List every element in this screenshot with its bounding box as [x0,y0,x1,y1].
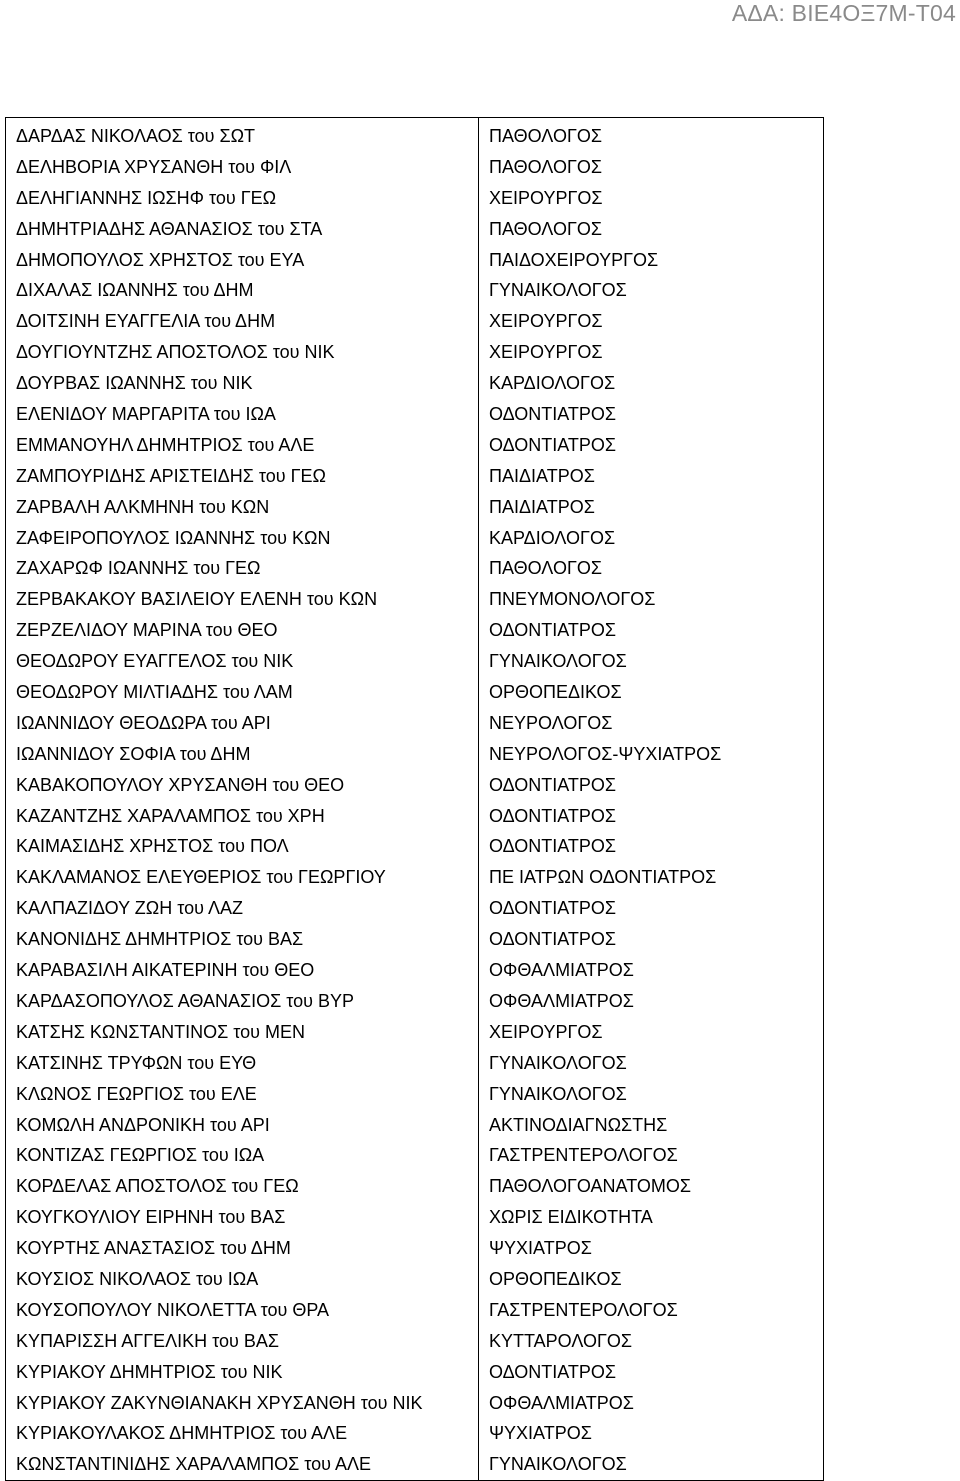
doctor-name: ΖΑΡΒΑΛΗ ΑΛΚΜΗΝΗ του ΚΩΝ [16,496,270,517]
doctor-specialty: ΓΥΝΑΙΚΟΛΟΓΟΣ [489,1083,627,1104]
doctor-name: ΚΥΡΙΑΚΟΥΛΑΚΟΣ ΔΗΜΗΤΡΙΟΣ του ΑΛΕ [16,1423,348,1444]
doctor-name: ΖΑΦΕΙΡΟΠΟΥΛΟΣ ΙΩΑΝΝΗΣ του ΚΩΝ [16,527,331,548]
doctor-name: ΘΕΟΔΩΡΟΥ ΜΙΛΤΙΑΔΗΣ του ΛΑΜ [16,682,293,703]
doctor-name: ΔΗΜΟΠΟΥΛΟΣ ΧΡΗΣΤΟΣ του ΕΥΑ [16,249,305,270]
doctor-name: ΚΑΝΟΝΙΔΗΣ ΔΗΜΗΤΡΙΟΣ του ΒΑΣ [16,929,304,950]
doctor-specialty: ΓΥΝΑΙΚΟΛΟΓΟΣ [489,280,627,301]
specialties-cell [479,118,824,1481]
doctor-specialty: ΠΑΙΔΙΑΤΡΟΣ [489,465,595,486]
doctor-specialty: ΓΑΣΤΡΕΝΤΕΡΟΛΟΓΟΣ [489,1299,678,1320]
doctor-name: ΔΙΧΑΛΑΣ ΙΩΑΝΝΗΣ του ΔΗΜ [16,280,254,301]
doctor-specialty: ΠΑΙΔΙΑΤΡΟΣ [489,496,595,517]
doctor-name: ΚΑΙΜΑΣΙΔΗΣ ΧΡΗΣΤΟΣ του ΠΟΛ [16,836,289,857]
doctor-specialty: ΚΥΤΤΑΡΟΛΟΓΟΣ [489,1330,633,1351]
doctor-specialty: ΓΥΝΑΙΚΟΛΟΓΟΣ [489,1454,627,1475]
doctor-name: ΚΥΡΙΑΚΟΥ ΔΗΜΗΤΡΙΟΣ του ΝΙΚ [16,1361,283,1382]
doctor-specialty: ΟΔΟΝΤΙΑΤΡΟΣ [489,898,617,919]
document-code: ΑΔΑ: ΒΙΕ4ΟΞ7Μ-Τ04 [731,0,956,26]
doctor-name: ΔΟΙΤΣΙΝΗ ΕΥΑΓΓΕΛΙΑ του ΔΗΜ [16,311,276,332]
doctor-specialty: ΚΑΡΔΙΟΛΟΓΟΣ [489,527,616,548]
doctor-name: ΖΑΜΠΟΥΡΙΔΗΣ ΑΡΙΣΤΕΙΔΗΣ του ΓΕΩ [16,465,326,486]
doctor-name: ΚΑΡΔΑΣΟΠΟΥΛΟΣ ΑΘΑΝΑΣΙΟΣ του ΒΥΡ [16,990,355,1011]
doctor-name: ΚΑΡΑΒΑΣΙΛΗ ΑΙΚΑΤΕΡΙΝΗ του ΘΕΟ [16,960,315,981]
doctor-name: ΔΕΛΗΓΙΑΝΝΗΣ ΙΩΣΗΦ του ΓΕΩ [16,187,277,208]
doctor-name: ΔΑΡΔΑΣ ΝΙΚΟΛΑΟΣ του ΣΩΤ [16,126,256,146]
doctor-name: ΚΥΡΙΑΚΟΥ ΖΑΚΥΝΘΙΑΝΑΚΗ ΧΡΥΣΑΝΘΗ του ΝΙΚ [16,1392,423,1413]
doctor-name: ΘΕΟΔΩΡΟΥ ΕΥΑΓΓΕΛΟΣ του ΝΙΚ [16,651,294,672]
doctor-name: ΚΑΖΑΝΤΖΗΣ ΧΑΡΑΛΑΜΠΟΣ του ΧΡΗ [16,805,325,826]
names-list [16,121,478,1480]
doctor-name: ΕΛΕΝΙΔΟΥ ΜΑΡΓΑΡΙΤΑ του ΙΩΑ [16,404,276,425]
doctor-specialty: ΟΦΘΑΛΜΙΑΤΡΟΣ [489,1392,634,1413]
doctor-specialty: ΨΥΧΙΑΤΡΟΣ [489,1238,592,1259]
doctor-name: ΚΟΥΓΚΟΥΛΙΟΥ ΕΙΡΗΝΗ του ΒΑΣ [16,1207,286,1228]
doctor-name: ΕΜΜΑΝΟΥΗΛ ΔΗΜΗΤΡΙΟΣ του ΑΛΕ [16,434,315,455]
doctor-name: ΚΟΥΣΟΠΟΥΛΟΥ ΝΙΚΟΛΕΤΤΑ του ΘΡΑ [16,1299,330,1320]
doctor-name: ΚΩΝΣΤΑΝΤΙΝΙΔΗΣ ΧΑΡΑΛΑΜΠΟΣ του ΑΛΕ [16,1454,371,1475]
doctor-specialty: ΠΑΘΟΛΟΓΟΑΝΑΤΟΜΟΣ [489,1176,692,1197]
doctor-specialty: ΟΔΟΝΤΙΑΤΡΟΣ [489,434,617,455]
doctor-specialty: ΠΝΕΥΜΟΝΟΛΟΓΟΣ [489,589,656,610]
doctor-specialty: ΧΕΙΡΟΥΡΓΟΣ [489,342,603,363]
doctor-name: ΚΑΒΑΚΟΠΟΥΛΟΥ ΧΡΥΣΑΝΘΗ του ΘΕΟ [16,774,345,795]
doctor-specialty: ΓΑΣΤΡΕΝΤΕΡΟΛΟΓΟΣ [489,1145,678,1166]
doctor-name: ΚΥΠΑΡΙΣΣΗ ΑΓΓΕΛΙΚΗ του ΒΑΣ [16,1330,280,1351]
doctor-name: ΖΕΡΒΑΚΑΚΟΥ ΒΑΣΙΛΕΙΟΥ ΕΛΕΝΗ του ΚΩΝ [16,589,378,610]
doctor-specialty: ΠΑΘΟΛΟΓΟΣ [489,558,602,579]
doctor-name: ΚΟΥΡΤΗΣ ΑΝΑΣΤΑΣΙΟΣ του ΔΗΜ [16,1238,291,1259]
doctor-specialty: ΟΔΟΝΤΙΑΤΡΟΣ [489,620,617,641]
doctor-name: ΔΟΥΓΙΟΥΝΤΖΗΣ ΑΠΟΣΤΟΛΟΣ του ΝΙΚ [16,342,335,363]
doctor-name: ΔΕΛΗΒΟΡΙΑ ΧΡΥΣΑΝΘΗ του ΦΙΛ [16,156,292,177]
doctor-name: ΚΟΡΔΕΛΑΣ ΑΠΟΣΤΟΛΟΣ του ΓΕΩ [16,1176,299,1197]
doctor-specialty: ΟΦΘΑΛΜΙΑΤΡΟΣ [489,990,634,1011]
doctor-specialty: ΠΑΙΔΟΧΕΙΡΟΥΡΓΟΣ [489,249,659,270]
doctor-specialty: ΠΑΘΟΛΟΓΟΣ [489,218,602,239]
doctor-name: ΔΟΥΡΒΑΣ ΙΩΑΝΝΗΣ του ΝΙΚ [16,373,253,394]
doctor-specialty: ΝΕΥΡΟΛΟΓΟΣ-ΨΥΧΙΑΤΡΟΣ [489,743,722,764]
doctor-specialty: ΟΡΘΟΠΕΔΙΚΟΣ [489,1268,622,1289]
doctor-specialty: ΟΔΟΝΤΙΑΤΡΟΣ [489,929,617,950]
doctor-specialty: ΚΑΡΔΙΟΛΟΓΟΣ [489,373,616,394]
doctor-specialty: ΓΥΝΑΙΚΟΛΟΓΟΣ [489,651,627,672]
doctor-name: ΙΩΑΝΝΙΔΟΥ ΘΕΟΔΩΡΑ του ΑΡΙ [16,712,271,733]
doctor-specialty: ΠΑΘΟΛΟΓΟΣ [489,156,602,177]
doctor-specialty: ΟΔΟΝΤΙΑΤΡΟΣ [489,774,617,795]
names-cell [6,118,479,1481]
doctor-specialty: ΓΥΝΑΙΚΟΛΟΓΟΣ [489,1052,627,1073]
doctor-name: ΖΑΧΑΡΩΦ ΙΩΑΝΝΗΣ του ΓΕΩ [16,558,261,579]
doctor-specialty: ΠΕ ΙΑΤΡΩΝ ΟΔΟΝΤΙΑΤΡΟΣ [489,867,717,888]
doctor-name: ΚΑΛΠΑΖΙΔΟΥ ΖΩΗ του ΛΑΖ [16,898,243,919]
specialties-list [489,121,823,1480]
doctor-specialty: ΟΔΟΝΤΙΑΤΡΟΣ [489,836,617,857]
table-row [6,118,824,1481]
doctor-name: ΙΩΑΝΝΙΔΟΥ ΣΟΦΙΑ του ΔΗΜ [16,743,251,764]
doctor-name: ΚΟΥΣΙΟΣ ΝΙΚΟΛΑΟΣ του ΙΩΑ [16,1268,259,1289]
doctor-specialty: ΧΕΙΡΟΥΡΓΟΣ [489,187,603,208]
doctor-name: ΚΛΩΝΟΣ ΓΕΩΡΓΙΟΣ του ΕΛΕ [16,1083,257,1104]
doctor-specialty: ΟΔΟΝΤΙΑΤΡΟΣ [489,805,617,826]
doctor-specialty: ΟΔΟΝΤΙΑΤΡΟΣ [489,1361,617,1382]
doctor-specialty: ΟΦΘΑΛΜΙΑΤΡΟΣ [489,960,634,981]
doctor-specialty: ΧΕΙΡΟΥΡΓΟΣ [489,1021,603,1042]
doctors-table [5,117,824,1481]
doctor-specialty: ΟΔΟΝΤΙΑΤΡΟΣ [489,404,617,425]
doctor-specialty: ΧΩΡΙΣ ΕΙΔΙΚΟΤΗΤΑ [489,1207,653,1228]
doctor-name: ΚΑΚΛΑΜΑΝΟΣ ΕΛΕΥΘΕΡΙΟΣ του ΓΕΩΡΓΙΟΥ [16,867,386,888]
doctor-specialty: ΧΕΙΡΟΥΡΓΟΣ [489,311,603,332]
doctor-name: ΔΗΜΗΤΡΙΑΔΗΣ ΑΘΑΝΑΣΙΟΣ του ΣΤΑ [16,218,323,239]
doctor-name: ΚΑΤΣΙΝΗΣ ΤΡΥΦΩΝ του ΕΥΘ [16,1052,257,1073]
doctor-specialty: ΨΥΧΙΑΤΡΟΣ [489,1423,592,1444]
doctor-specialty: ΑΚΤΙΝΟΔΙΑΓΝΩΣΤΗΣ [489,1114,668,1135]
doctor-name: ΚΟΜΩΛΗ ΑΝΔΡΟΝΙΚΗ του ΑΡΙ [16,1114,270,1135]
doctor-specialty: ΟΡΘΟΠΕΔΙΚΟΣ [489,682,622,703]
doctor-name: ΚΑΤΣΗΣ ΚΩΝΣΤΑΝΤΙΝΟΣ του ΜΕΝ [16,1021,306,1042]
doctor-specialty: ΠΑΘΟΛΟΓΟΣ [489,126,602,146]
doctor-name: ΚΟΝΤΙΖΑΣ ΓΕΩΡΓΙΟΣ του ΙΩΑ [16,1145,265,1166]
doctor-specialty: ΝΕΥΡΟΛΟΓΟΣ [489,712,613,733]
doctor-name: ΖΕΡΖΕΛΙΔΟΥ ΜΑΡΙΝΑ του ΘΕΟ [16,620,278,641]
